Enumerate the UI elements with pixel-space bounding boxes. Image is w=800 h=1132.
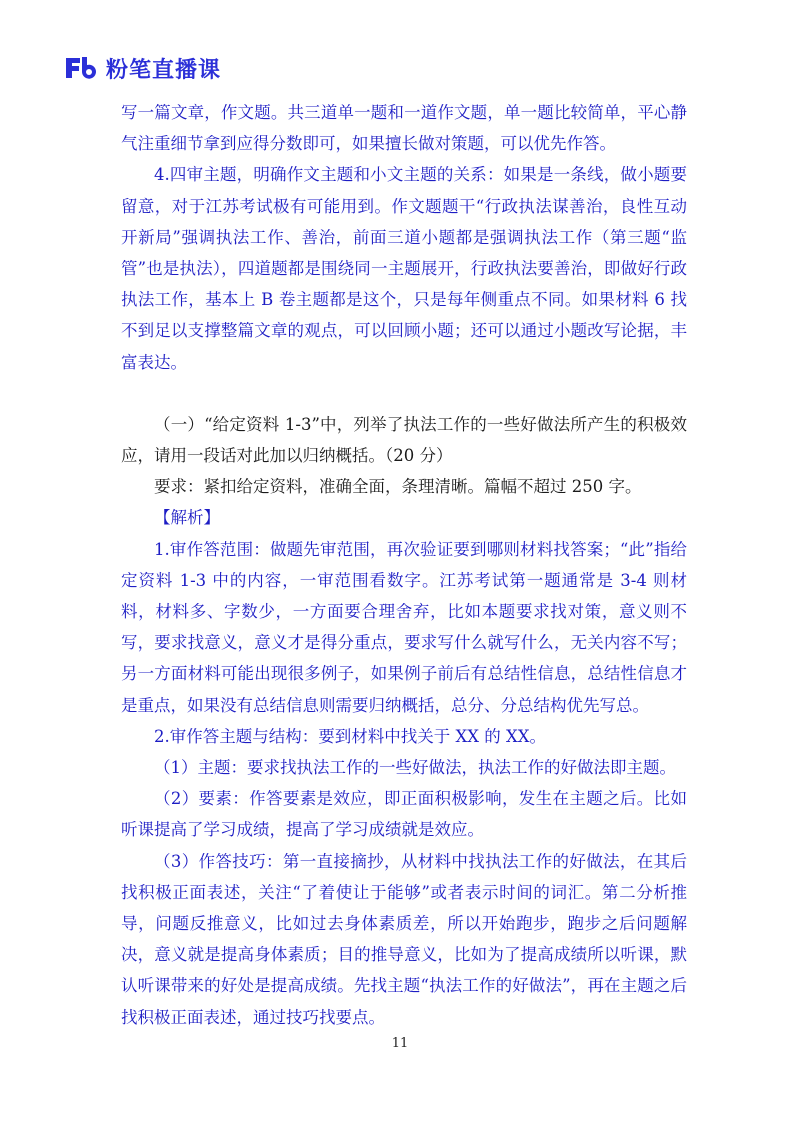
blank-line [121, 378, 687, 409]
header [64, 48, 221, 88]
fenbi-logo-icon [64, 55, 98, 81]
document-body [121, 97, 687, 1033]
analysis-point-1: 1.审作答范围：做题先审范围，再次验证要到哪则材料找答案；“此”指给定资料 1-3 中的内容，一审范围看数字。江苏考试第一题通常是 3-4 则材料，材料多、字数少，一方面要合理舍弃，比如本题要求找对策，意义则不写，要求找意义，意义才是得分重点，要求写什么就写什么，无关内容不写；另一方面材料可能出现很多例子，如果例子前后有总结性信息，总结性信息才是重点，如果没有总结信息则需要归纳概括，总分、分总结构优先写总。 [121, 539, 687, 715]
analysis-point-2: 2.审作答主题与结构：要到材料中找关于 XX 的 XX。 [154, 726, 546, 746]
logo-text: 粉笔直播课 [106, 57, 222, 83]
paragraph-intro: 写一篇文章，作文题。共三道单一题和一道作文题，单一题比较简单，平心静气注重细节拿到应得分数即可，如果擅长做对策题，可以优先作答。 [121, 103, 687, 154]
question-requirement: 要求：紧扣给定资料，准确全面，条理清晰。篇幅不超过 250 字。 [154, 477, 642, 497]
analysis-sub-2: （2）要素：作答要素是效应，即正面积极影响，发生在主题之后。比如听课提高了学习成绩，提高了学习成绩就是效应。 [121, 789, 687, 840]
question-1: （一）“给定资料 1-3”中，列举了执法工作的一些好做法所产生的积极效应，请用一段话对此加以归纳概括。（20 分） [121, 414, 687, 466]
analysis-sub-1: （1）主题：要求找执法工作的一些好做法，执法工作的好做法即主题。 [154, 758, 676, 778]
paragraph-step-4: 4.四审主题，明确作文主题和小文主题的关系：如果是一条线，做小题要留意，对于江苏考试极有可能用到。作文题题干“行政执法谋善治，良性互动开新局”强调执法工作、善治，前面三道小题都是强调执法工作（第三题“监管”也是执法），四道题都是围绕同一主题展开，行政执法要善治，即做好行政执法工作，基本上 B 卷主题都是这个，只是每年侧重点不同。如果材料 6 找不到足以支撑整篇文章的观点，可以回顾小题；还可以通过小题改写论据，丰富表达。 [121, 165, 687, 372]
page-number: 11 [391, 1036, 409, 1051]
analysis-heading: 【解析】 [154, 508, 220, 528]
analysis-sub-3: （3）作答技巧：第一直接摘抄，从材料中找执法工作的好做法，在其后找积极正面表述，关注“了着使让于能够”或者表示时间的词汇。第二分析推导，问题反推意义，比如过去身体素质差，所以开始跑步，跑步之后问题解决，意义就是提高身体素质；目的推导意义，比如为了提高成绩所以听课，默认听课带来的好处是提高成绩。先找主题“执法工作的好做法”，再在主题之后找积极正面表述，通过技巧找要点。 [121, 851, 687, 1027]
